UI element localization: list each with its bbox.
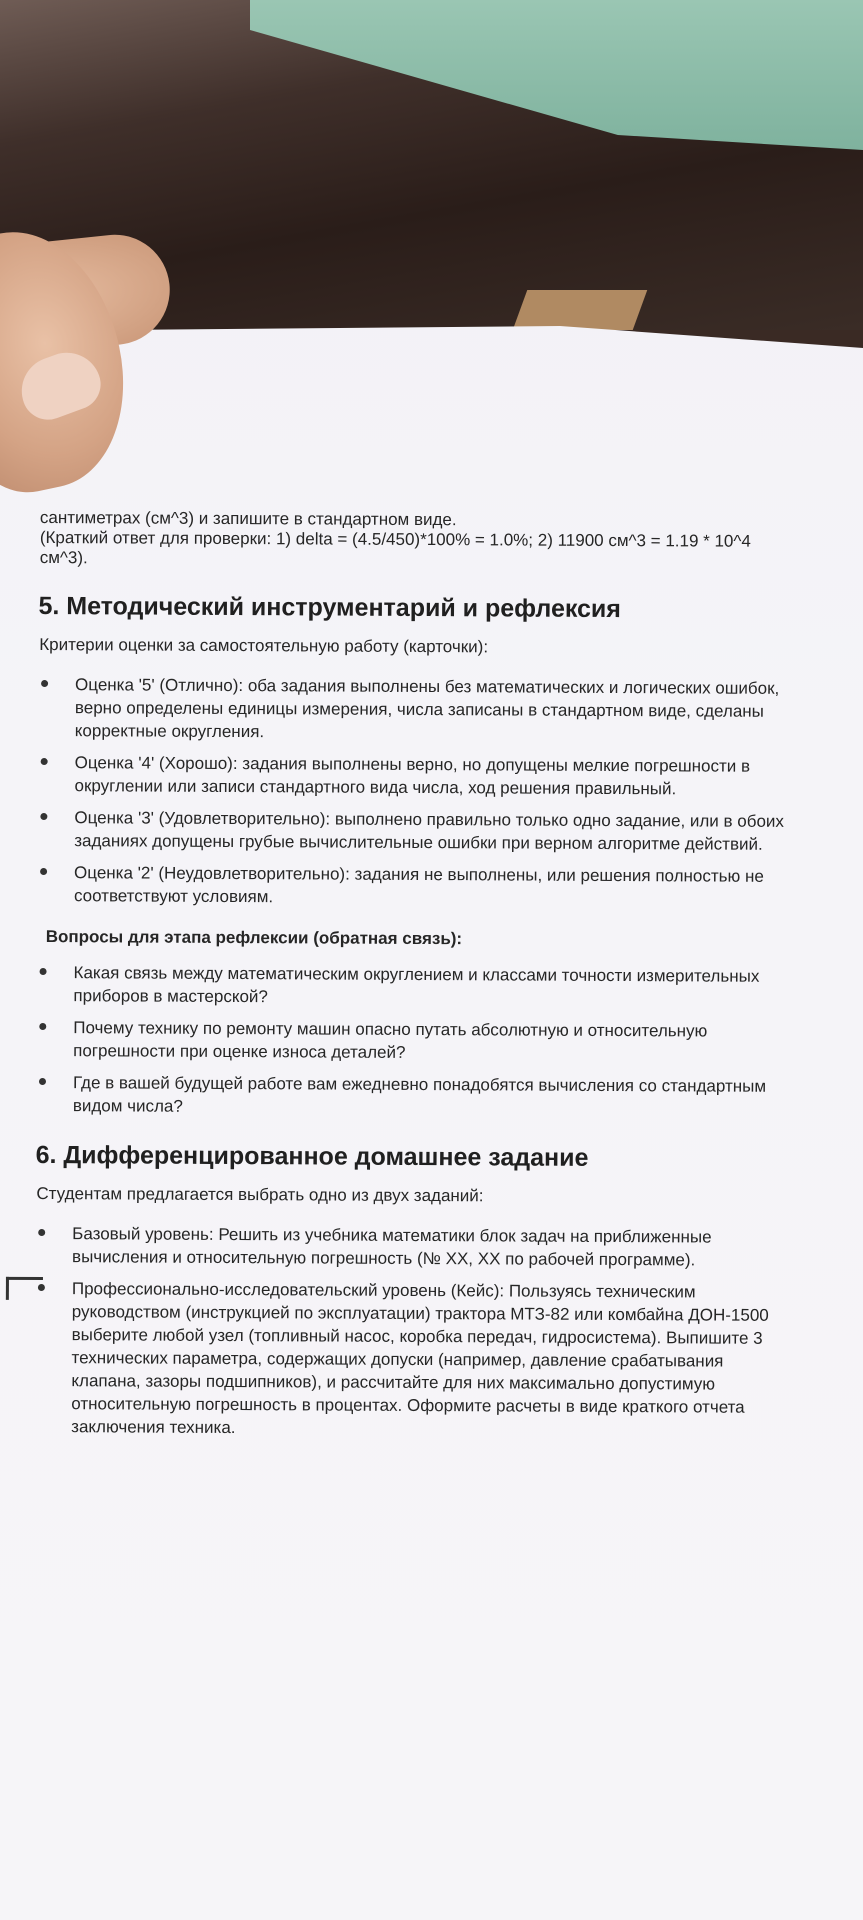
list-item: Оценка '4' (Хорошо): задания выполнены верно, но допущены мелкие погрешности в округлении или записи стандартного вида числа, ход решения правильный. [38,751,858,801]
bullet-icon [39,1078,46,1085]
bullet-icon [40,868,47,875]
bullet-icon [40,813,47,820]
intro-line: сантиметрах (см^3) и запишите в стандартном виде. [39,508,457,530]
bullet-icon [40,968,47,975]
intro-block [40,508,860,572]
background-cardboard [513,290,648,330]
list-item: Базовый уровень: Решить из учебника математики блок задач на приближенные вычисления и относительную погрешность (№ XX, XX по рабочей программе). [36,1222,856,1272]
list-item: Почему технику по ремонту машин опасно путать абсолютную и относительную погрешности при оценке износа деталей? [37,1016,857,1066]
section-6-heading: 6. Дифференцированное домашнее задание [35,1140,589,1172]
section-5-heading: 5. Методический инструментарий и рефлексия [38,591,622,624]
list-item: Оценка '2' (Неудовлетворительно): задания не выполнены, или решения полностью не соответствуют условиям. [38,861,858,911]
list-item: Профессионально-исследовательский уровень (Кейс): Пользуясь техническим руководством (инструкцией по эксплуатации) трактора МТЗ-82 или комбайна ДОН-1500 выберите любой узел (топливный насос, коробка передач, гидросистема). Выпишите 3 технических параметра, содержащих допуски (например, давление срабатывания клапана, зазоры подшипников), и рассчитайте для них максимально допустимую относительную погрешность в процентах. Оформите расчеты в виде краткого отчета заключения техника. [35,1277,856,1442]
questions-list [37,961,858,1121]
bullet-icon [38,1229,45,1236]
list-item: Какая связь между математическим округлением и классами точности измерительных приборов в мастерской? [37,961,857,1011]
tasks-list [35,1222,856,1442]
reflection-heading: Вопросы для этапа рефлексии (обратная связь): [45,927,463,949]
intro-line: (Краткий ответ для проверки: 1) delta = (4.5/450)*100% = 1.0%; 2) 11900 см^3 = 1.19 * 10^4 [39,527,751,551]
intro-line: см^3). [39,547,88,568]
list-item: Оценка '5' (Отлично): оба задания выполнены без математических и логических ошибок, верно определены единицы измерения, числа записаны в стандартном виде, сделаны корректные округления. [39,673,859,746]
homework-intro: Студентам предлагается выбрать одно из двух заданий: [36,1183,484,1206]
pen-mark [6,1277,43,1300]
document-text [35,508,860,1451]
bullet-icon [41,680,48,687]
list-item: Где в вашей будущей работе вам ежедневно понадобятся вычисления со стандартным видом числа? [37,1071,857,1121]
list-item: Оценка '3' (Удовлетворительно): выполнено правильно только одно задание, или в обоих заданиях допущены грубые вычислительные ошибки при верном алгоритме действий. [38,806,858,856]
criteria-intro: Критерии оценки за самостоятельную работу (карточки): [39,634,489,657]
criteria-list [38,673,859,911]
bullet-icon [39,1023,46,1030]
bullet-icon [41,758,48,765]
